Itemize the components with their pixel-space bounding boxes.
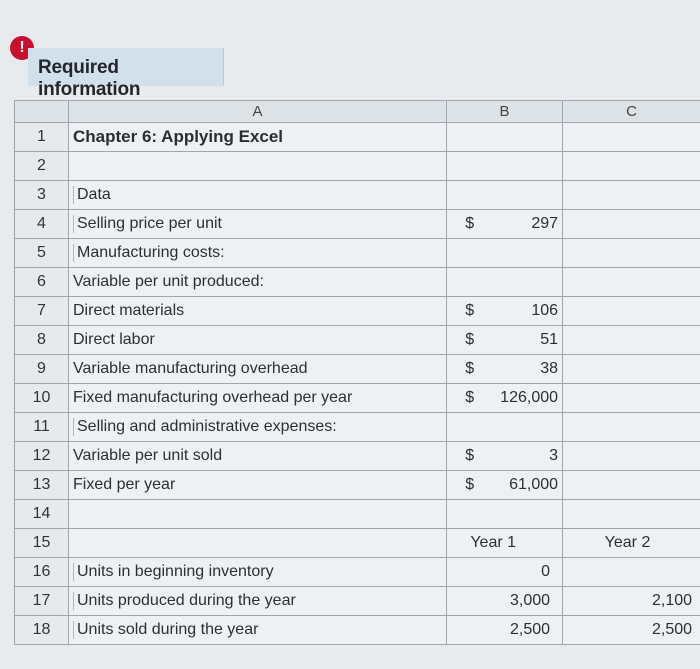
cell-label: Direct labor <box>73 331 155 348</box>
currency-symbol[interactable]: $ <box>447 326 493 355</box>
cell-c6[interactable] <box>563 268 700 297</box>
row-number[interactable]: 9 <box>15 355 69 384</box>
table-row <box>15 210 700 239</box>
row-number[interactable]: 12 <box>15 442 69 471</box>
cell-b17[interactable]: 3,000 <box>447 587 563 616</box>
column-header-c[interactable]: C <box>563 101 700 123</box>
cell-label: Fixed manufacturing overhead per year <box>73 389 353 406</box>
cell-label: Selling price per unit <box>73 215 222 233</box>
table-row <box>15 384 700 413</box>
table-row <box>15 558 700 587</box>
cell-b6[interactable] <box>447 268 563 297</box>
table-row <box>15 442 700 471</box>
cell-c17[interactable]: 2,100 <box>563 587 700 616</box>
cell-a1[interactable] <box>69 123 447 152</box>
cell-b11[interactable] <box>447 413 563 442</box>
table-row <box>15 616 700 645</box>
column-header-row <box>15 101 700 123</box>
cell-label: Fixed per year <box>73 476 176 493</box>
required-information-banner[interactable] <box>28 48 224 100</box>
row-number[interactable]: 3 <box>15 181 69 210</box>
cell-label: Variable per unit sold <box>73 447 223 464</box>
cell-a16[interactable] <box>69 558 447 587</box>
cell-a9[interactable] <box>69 355 447 384</box>
cell-a11[interactable] <box>69 413 447 442</box>
cell-a4[interactable] <box>69 210 447 239</box>
cell-c1[interactable] <box>563 123 700 152</box>
cell-b10[interactable]: 126,000 <box>493 384 563 413</box>
cell-b14[interactable] <box>447 500 563 529</box>
cell-a2[interactable] <box>69 152 447 181</box>
cell-b18[interactable]: 2,500 <box>447 616 563 645</box>
table-row <box>15 152 700 181</box>
cell-c9[interactable] <box>563 355 700 384</box>
row-number[interactable]: 1 <box>15 123 69 152</box>
currency-symbol[interactable]: $ <box>447 384 493 413</box>
cell-a7[interactable] <box>69 297 447 326</box>
table-row <box>15 268 700 297</box>
row-number[interactable]: 8 <box>15 326 69 355</box>
row-number[interactable]: 11 <box>15 413 69 442</box>
cell-a12[interactable] <box>69 442 447 471</box>
cell-a18[interactable] <box>69 616 447 645</box>
table-row <box>15 326 700 355</box>
cell-label: Selling and administrative expenses: <box>73 418 337 436</box>
cell-b16[interactable]: 0 <box>447 558 563 587</box>
currency-symbol[interactable]: $ <box>447 355 493 384</box>
cell-b13[interactable]: 61,000 <box>493 471 563 500</box>
table-row <box>15 471 700 500</box>
cell-c7[interactable] <box>563 297 700 326</box>
alert-icon: ! <box>10 36 34 60</box>
cell-a17[interactable] <box>69 587 447 616</box>
table-row <box>15 181 700 210</box>
currency-symbol[interactable]: $ <box>447 297 493 326</box>
cell-b9[interactable]: 38 <box>493 355 563 384</box>
row-number[interactable]: 2 <box>15 152 69 181</box>
cell-label: Manufacturing costs: <box>73 244 225 262</box>
cell-a3[interactable] <box>69 181 447 210</box>
cell-a5[interactable] <box>69 239 447 268</box>
cell-c3[interactable] <box>563 181 700 210</box>
row-number[interactable]: 13 <box>15 471 69 500</box>
cell-c11[interactable] <box>563 413 700 442</box>
currency-symbol[interactable]: $ <box>447 442 493 471</box>
table-row <box>15 413 700 442</box>
table-row <box>15 587 700 616</box>
row-number[interactable]: 16 <box>15 558 69 587</box>
currency-symbol[interactable]: $ <box>447 471 493 500</box>
row-number[interactable]: 4 <box>15 210 69 239</box>
cell-b7[interactable]: 106 <box>493 297 563 326</box>
row-number[interactable]: 14 <box>15 500 69 529</box>
year-2-header[interactable]: Year 2 <box>563 529 700 558</box>
row-number[interactable]: 18 <box>15 616 69 645</box>
cell-a14[interactable] <box>69 500 447 529</box>
currency-symbol[interactable]: $ <box>447 210 493 239</box>
sheet-title: Chapter 6: Applying Excel <box>73 127 284 146</box>
row-number[interactable]: 17 <box>15 587 69 616</box>
banner-label: Required information <box>38 57 141 100</box>
table-row <box>15 500 700 529</box>
cell-label: Variable manufacturing overhead <box>73 360 308 377</box>
cell-c13[interactable] <box>563 471 700 500</box>
row-number[interactable]: 6 <box>15 268 69 297</box>
table-row <box>15 529 700 558</box>
cell-c2[interactable] <box>563 152 700 181</box>
cell-a15[interactable] <box>69 529 447 558</box>
cell-c18[interactable]: 2,500 <box>563 616 700 645</box>
cell-a6[interactable] <box>69 268 447 297</box>
cell-c4[interactable] <box>563 210 700 239</box>
cell-label: Direct materials <box>73 302 185 319</box>
cell-a10[interactable] <box>69 384 447 413</box>
table-row <box>15 297 700 326</box>
cell-c5[interactable] <box>563 239 700 268</box>
cell-c16[interactable] <box>563 558 700 587</box>
cell-label: Variable per unit produced: <box>73 273 264 290</box>
cell-label: Units sold during the year <box>73 621 258 639</box>
row-number[interactable]: 10 <box>15 384 69 413</box>
cell-b8[interactable]: 51 <box>493 326 563 355</box>
cell-label: Data <box>73 186 111 204</box>
cell-a8[interactable] <box>69 326 447 355</box>
corner-cell[interactable] <box>15 101 69 123</box>
column-header-a[interactable]: A <box>69 101 447 123</box>
cell-label: Units in beginning inventory <box>73 563 274 581</box>
cell-c10[interactable] <box>563 384 700 413</box>
cell-c14[interactable] <box>563 500 700 529</box>
table-row <box>15 355 700 384</box>
column-header-b[interactable]: B <box>447 101 563 123</box>
year-1-header[interactable]: Year 1 <box>447 529 563 558</box>
cell-c12[interactable] <box>563 442 700 471</box>
cell-c8[interactable] <box>563 326 700 355</box>
cell-b4[interactable]: 297 <box>493 210 563 239</box>
cell-b12[interactable]: 3 <box>493 442 563 471</box>
cell-label: Units produced during the year <box>73 592 296 610</box>
cell-b5[interactable] <box>447 239 563 268</box>
spreadsheet <box>14 100 700 645</box>
cell-b3[interactable] <box>447 181 563 210</box>
table-row <box>15 123 700 152</box>
row-number[interactable]: 15 <box>15 529 69 558</box>
cell-b1[interactable] <box>447 123 563 152</box>
row-number[interactable]: 7 <box>15 297 69 326</box>
cell-b2[interactable] <box>447 152 563 181</box>
table-row <box>15 239 700 268</box>
cell-a13[interactable] <box>69 471 447 500</box>
row-number[interactable]: 5 <box>15 239 69 268</box>
